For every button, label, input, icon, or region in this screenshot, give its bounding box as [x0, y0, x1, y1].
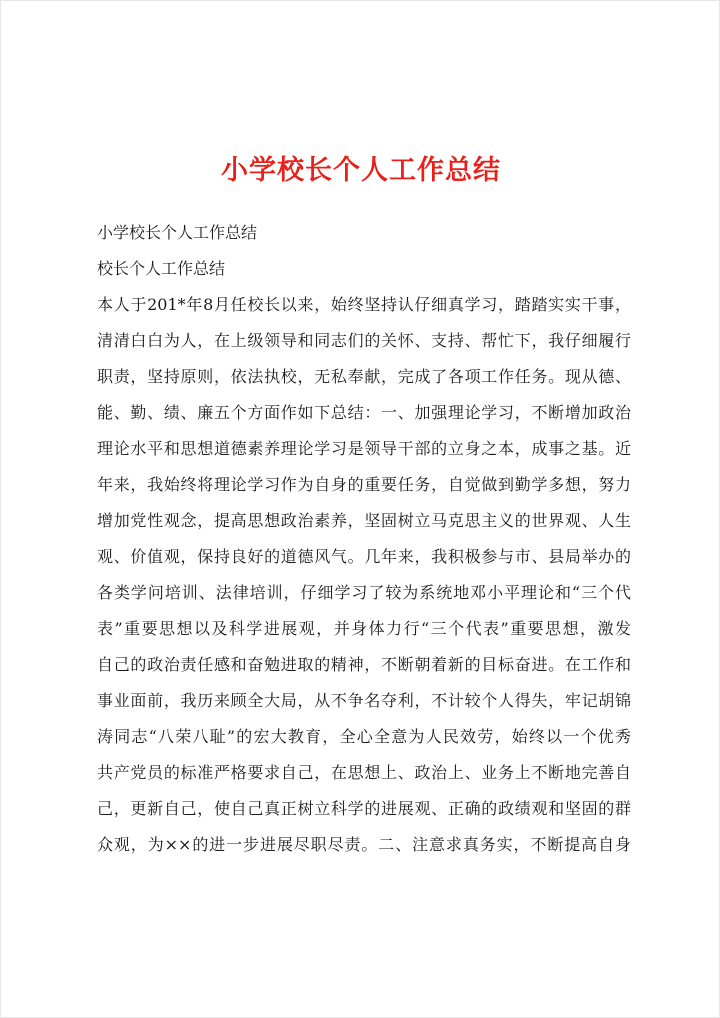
- body-line: 职责，坚持原则，依法执校，无私奉献，完成了各项工作任务。现从德、: [97, 367, 631, 386]
- body-line: 表”重要思想以及科学进展观，并身体力行“三个代表”重要思想，激发: [97, 619, 631, 638]
- body-line: 事业面前，我历来顾全大局，从不争名夺利，不计较个人得失，牢记胡锦: [97, 691, 631, 710]
- body-line: 各类学问培训、法律培训，仔细学习了较为系统地邓小平理论和“三个代: [97, 583, 631, 602]
- body-line: 共产党员的标准严格要求自己，在思想上、政治上、业务上不断地完善自: [97, 763, 631, 782]
- document-body: [97, 215, 631, 863]
- document-subtitle: 小学校长个人工作总结: [97, 223, 258, 242]
- body-line: 清清白白为人，在上级领导和同志们的关怀、支持、帮忙下，我仔细履行: [97, 331, 631, 350]
- body-line: 众观，为××的进一步进展尽职尽责。二、注意求真务实，不断提高自身: [97, 835, 631, 854]
- body-line: 理论水平和思想道德素养理论学习是领导干部的立身之本，成事之基。近: [97, 439, 631, 458]
- body-line: 自己的政治责任感和奋勉进取的精神，不断朝着新的目标奋进。在工作和: [97, 655, 631, 674]
- body-line: 本人于201*年8月任校长以来，始终坚持认仔细真学习，踏踏实实干事，: [97, 295, 631, 314]
- body-line: 增加党性观念，提高思想政治素养，坚固树立马克思主义的世界观、人生: [97, 511, 631, 530]
- document-title: 小学校长个人工作总结: [221, 155, 501, 186]
- body-line: 观、价值观，保持良好的道德风气。几年来，我积极参与市、县局举办的: [97, 547, 631, 566]
- body-line: 己，更新自己，使自己真正树立科学的进展观、正确的政绩观和坚固的群: [97, 799, 631, 818]
- body-line: 年来，我始终将理论学习作为自身的重要任务，自觉做到勤学多想，努力: [97, 475, 631, 494]
- body-line: 能、勤、绩、廉五个方面作如下总结：一、加强理论学习，不断增加政治: [97, 403, 631, 422]
- section-heading: 校长个人工作总结: [97, 259, 226, 278]
- body-line: 涛同志“八荣八耻”的宏大教育，全心全意为人民效劳，始终以一个优秀: [97, 727, 631, 746]
